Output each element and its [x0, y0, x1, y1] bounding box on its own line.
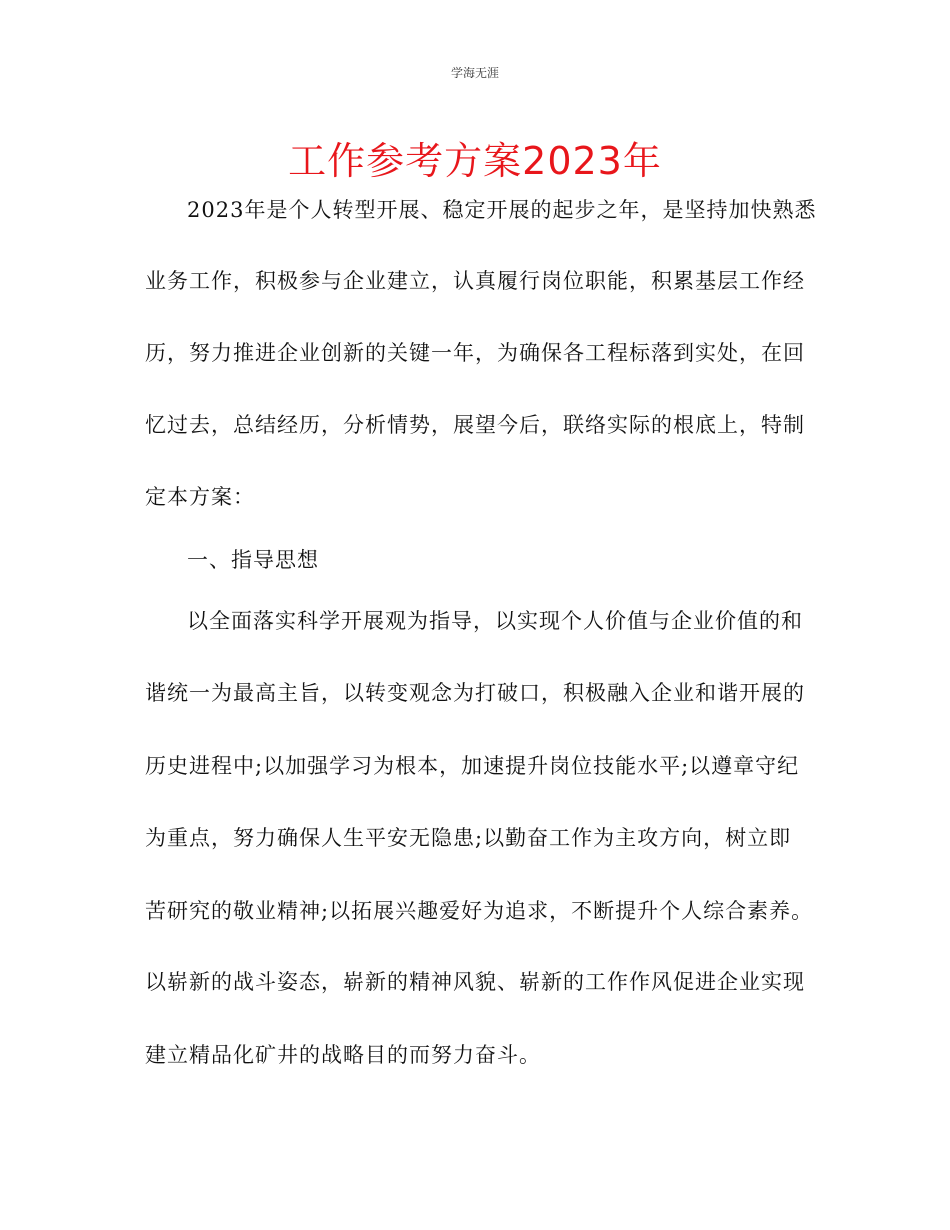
section-heading-guiding-ideology: 一、指导思想 — [187, 548, 319, 572]
paragraph-intro-line-5: 定本方案： — [145, 485, 255, 509]
paragraph-guidance-line-6: 以崭新的战斗姿态，崭新的精神风貌、崭新的工作作风促进企业实现 — [145, 970, 805, 994]
paragraph-guidance-line-4: 为重点，努力确保人生平安无隐患;以勤奋工作为主攻方向，树立即 — [145, 826, 792, 850]
paragraph-intro-line-4: 忆过去，总结经历，分析情势，展望今后，联络实际的根底上，特制 — [145, 413, 805, 437]
document-title: 工作参考方案2023年 — [288, 139, 662, 183]
paragraph-intro-line-3: 历，努力推进企业创新的关键一年，为确保各工程标落到实处，在回 — [145, 341, 805, 365]
paragraph-guidance-line-1: 以全面落实科学开展观为指导，以实现个人价值与企业价值的和 — [187, 609, 803, 633]
paragraph-guidance-line-7: 建立精品化矿井的战略目的而努力奋斗。 — [145, 1043, 541, 1067]
paragraph-guidance-line-3: 历史进程中;以加强学习为根本，加速提升岗位技能水平;以遵章守纪 — [145, 754, 800, 778]
paragraph-guidance-line-5: 苦研究的敬业精神;以拓展兴趣爱好为追求，不断提升个人综合素养。 — [145, 899, 814, 923]
paragraph-intro-line-1: 2023年是个人转型开展、稳定开展的起步之年，是坚持加快熟悉 — [187, 198, 817, 222]
paragraph-guidance-line-2: 谐统一为最高主旨，以转变观念为打破口，积极融入企业和谐开展的 — [145, 681, 805, 705]
page-header: 学海无涯 — [450, 66, 499, 80]
paragraph-intro-line-2: 业务工作，积极参与企业建立，认真履行岗位职能，积累基层工作经 — [145, 269, 805, 293]
